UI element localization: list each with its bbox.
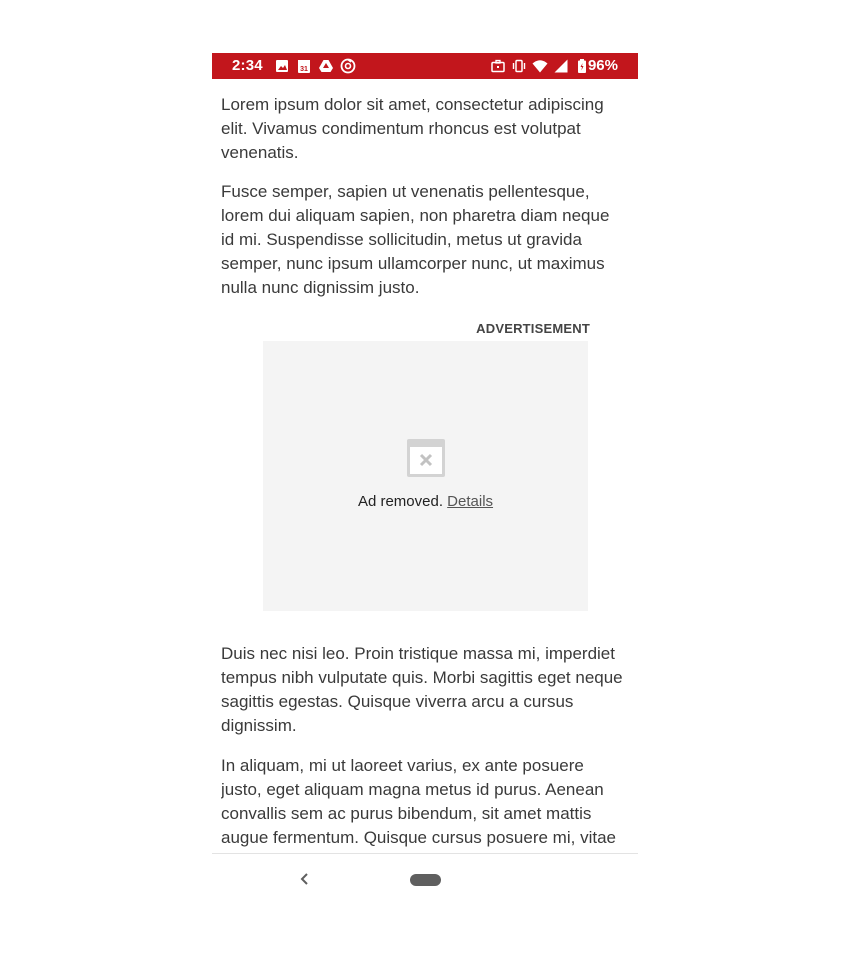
ad-removed-icon bbox=[406, 438, 446, 478]
cellular-signal-icon bbox=[553, 58, 569, 74]
status-left-icons bbox=[274, 58, 356, 74]
calendar-day-text: 31 bbox=[300, 66, 308, 73]
article-content[interactable] bbox=[221, 79, 631, 853]
article-paragraph: Duis nec nisi leo. Proin tristique massa mi, imperdiet tempus nibh vulputate quis. Morbi sagittis eget neque sagittis egestas. Quisque viverra arcu a cursus dignissim. bbox=[221, 644, 623, 735]
vibrate-icon bbox=[511, 58, 527, 74]
calendar-icon bbox=[296, 58, 312, 74]
image-icon bbox=[274, 58, 290, 74]
status-time: 2:34 bbox=[232, 57, 263, 74]
phone-screen bbox=[212, 53, 638, 903]
back-chevron-icon[interactable] bbox=[298, 870, 312, 888]
wifi-icon bbox=[532, 58, 548, 74]
status-bar bbox=[212, 53, 638, 79]
ad-details-link[interactable]: Details bbox=[447, 493, 494, 510]
sync-icon bbox=[340, 58, 356, 74]
article-paragraph: Fusce semper, sapien ut venenatis pellentesque, lorem dui aliquam sapien, non pharetra diam neque id mi. Suspendisse sollicitudin, metus ut gravida semper, nunc ipsum ullamcorper nunc, ut maximus nulla nunc dignissim justo. bbox=[221, 182, 610, 297]
article-paragraph: In aliquam, mi ut laoreet varius, ex ante posuere justo, eget aliquam magna metus id purus. Aenean convallis sem ac purus bibendum, sit amet mattis augue fermentum. Quisque cursus posuere mi, vitae bbox=[221, 756, 616, 847]
ad-removed-box bbox=[263, 341, 588, 611]
status-right-icons bbox=[490, 58, 590, 74]
work-profile-icon bbox=[490, 58, 506, 74]
ad-removed-message bbox=[263, 493, 588, 510]
battery-percent: 96% bbox=[587, 57, 618, 74]
drive-icon bbox=[318, 58, 334, 74]
article-paragraph: Lorem ipsum dolor sit amet, consectetur adipiscing elit. Vivamus condimentum rhoncus est volutpat venenatis. bbox=[221, 95, 604, 162]
home-pill-icon[interactable] bbox=[410, 874, 441, 886]
navigation-bar bbox=[212, 853, 638, 903]
advertisement-label: ADVERTISEMENT bbox=[476, 321, 590, 336]
ad-removed-text: Ad removed. bbox=[357, 493, 443, 510]
